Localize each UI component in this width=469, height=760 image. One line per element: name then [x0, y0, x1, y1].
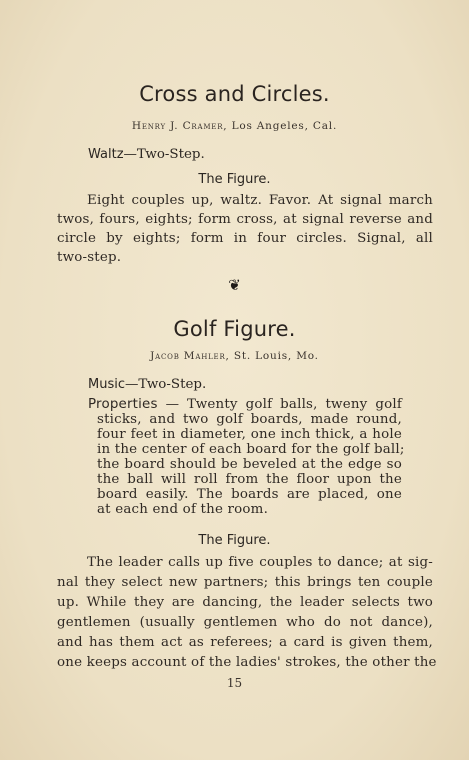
dance-line — [88, 147, 205, 162]
paragraph-line: gentlemen (usually gentlemen who do not dance), — [57, 615, 433, 630]
properties-line: the board should be beveled at the edge so — [97, 457, 402, 472]
section-title-cross-and-circles: Cross and Circles. — [139, 82, 330, 106]
section-title-golf-figure: Golf Figure. — [173, 317, 296, 341]
author-place: St. Louis, Mo. — [233, 350, 319, 362]
section-byline — [0, 120, 469, 132]
paragraph-line: twos, fours, eights; form cross, at signal reverse and — [57, 212, 433, 227]
properties-text: — Twenty golf balls, tweny golf — [157, 397, 402, 412]
dance-label: Waltz — [88, 147, 124, 162]
properties-line: in the center of each board for the golf ball; — [97, 442, 405, 457]
paragraph-line: one keeps account of the ladies' strokes, the other the — [57, 655, 437, 670]
music-line — [88, 377, 206, 392]
author-name: Henry J. Cramer, — [131, 120, 228, 132]
section-byline — [0, 350, 469, 362]
paragraph-line: The leader calls up five couples to dance; at sig- — [87, 555, 433, 570]
paragraph-line: and has them act as referees; a card is given them, — [57, 635, 433, 650]
page-number: 15 — [226, 676, 243, 690]
dance-value: —Two-Step. — [123, 147, 205, 162]
properties-line: sticks, and two golf boards, made round, — [97, 412, 402, 427]
paragraph-line: nal they select new partners; this brings ten couple — [57, 575, 433, 590]
figure-heading: The Figure. — [198, 533, 271, 548]
properties-line: four feet in diameter, one inch thick, a hole — [97, 427, 402, 442]
author-place: Los Angeles, Cal. — [231, 120, 338, 132]
paragraph-line: up. While they are dancing, the leader selects two — [57, 595, 433, 610]
properties-line: board easily. The boards are placed, one — [97, 487, 402, 502]
paragraph-line: Eight couples up, waltz. Favor. At signal march — [87, 193, 433, 208]
paragraph-line: two-step. — [57, 250, 122, 265]
figure-heading: The Figure. — [198, 172, 271, 187]
properties-line — [88, 397, 402, 412]
properties-line: the ball will roll from the floor upon the — [97, 472, 402, 487]
music-label: Music — [88, 377, 125, 392]
properties-label: Properties — [88, 397, 158, 412]
music-value: —Two-Step. — [125, 377, 207, 392]
fleuron-ornament: ❦ — [228, 276, 241, 294]
properties-line: at each end of the room. — [97, 502, 269, 517]
author-name: Jacob Mahler, — [150, 350, 230, 362]
paragraph-line: circle by eights; form in four circles. Signal, all — [57, 231, 433, 246]
